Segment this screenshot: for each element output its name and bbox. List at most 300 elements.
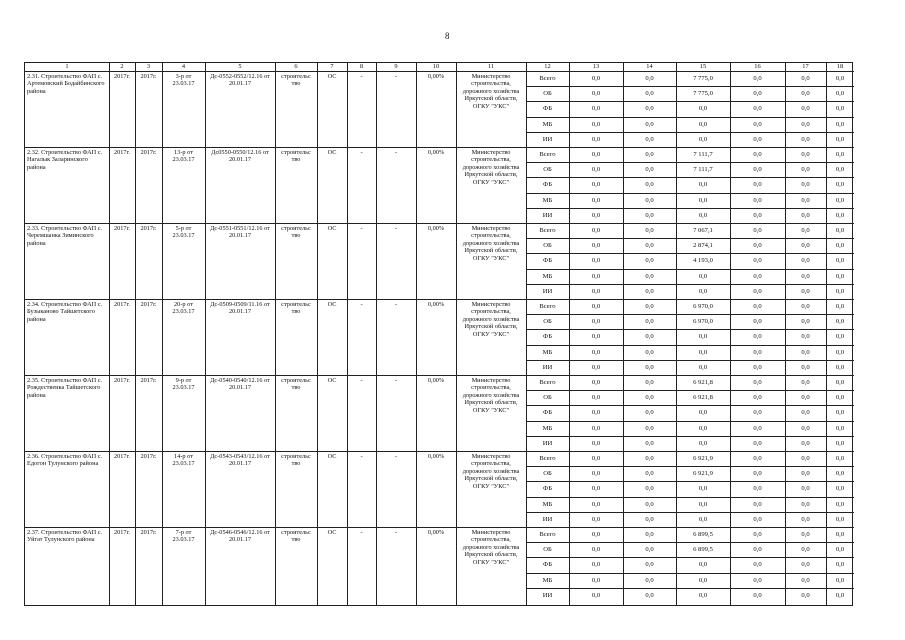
funding-value: 0,0 (645, 181, 654, 189)
funding-value: 0,0 (835, 470, 845, 478)
funding-value: 6 899,5 (693, 546, 713, 554)
col8-value: - (360, 225, 363, 232)
funding-value: 0,0 (591, 303, 601, 310)
source-type-label: Всего (539, 455, 556, 462)
funding-value: 0,0 (591, 257, 601, 265)
funding-value: 0,0 (645, 318, 654, 326)
order-ref: 5-р от 23.03.17 (172, 225, 195, 240)
funding-value: 0,0 (801, 166, 810, 174)
funding-value: 0,0 (753, 151, 762, 158)
funding-value: 0,0 (645, 409, 654, 417)
source-type-label: ФБ (543, 561, 552, 569)
funding-value: 0,0 (591, 409, 601, 417)
funding-value: 0,0 (591, 470, 601, 478)
funding-value: 0,0 (645, 105, 654, 113)
funding-value: 0,0 (698, 576, 708, 584)
funding-value: 0,0 (698, 181, 708, 189)
customer-name: Министерство строительства, дорожного хозяйства Иркутской области, ОГКУ "УКС" (462, 377, 520, 414)
funding-value: 0,0 (753, 333, 762, 341)
source-type-label: ОБ (543, 242, 552, 250)
source-type-label: ОБ (543, 394, 552, 402)
funding-value: 0,0 (645, 333, 654, 341)
funding-value: 0,0 (591, 394, 601, 402)
funding-value: 0,0 (591, 455, 601, 462)
funding-value: 6 970,0 (693, 303, 713, 310)
funding-value: 0,0 (835, 531, 845, 538)
funding-value: 7 111,7 (693, 166, 713, 174)
source-type-label: ИИ (542, 591, 553, 599)
start-year: 2017г. (113, 453, 131, 460)
funding-value: 0,0 (645, 394, 654, 402)
end-year: 2017г. (140, 301, 157, 308)
funding-value: 0,0 (753, 470, 762, 478)
funding-value: 0,0 (835, 287, 845, 295)
column-header-11: 11 (487, 63, 495, 70)
col9-value: - (394, 301, 398, 308)
funding-value: 0,0 (645, 546, 654, 554)
source-type-label: МБ (542, 348, 553, 356)
funding-value: 0,0 (835, 318, 845, 326)
funding-value: 0,0 (753, 166, 762, 174)
funding-value: 0,0 (698, 363, 708, 371)
funding-value: 0,0 (753, 576, 762, 584)
source-type-label: ОБ (543, 546, 552, 554)
funding-value: 0,0 (753, 211, 762, 219)
col8-value: - (360, 149, 363, 156)
end-year: 2017г. (140, 149, 157, 156)
funding-value: 0,0 (645, 135, 654, 143)
funding-value: 0,0 (801, 75, 810, 82)
funding-value: 0,0 (698, 348, 708, 356)
funding-value: 0,0 (835, 379, 845, 386)
funding-value: 0,0 (698, 287, 708, 295)
funding-value: 0,0 (801, 500, 810, 508)
funding-value: 0,0 (753, 318, 762, 326)
funding-value: 0,0 (801, 470, 810, 478)
column-header-10: 10 (432, 63, 440, 70)
funding-value: 0,0 (835, 363, 845, 371)
funding-value: 0,0 (591, 196, 601, 204)
column-header-18: 18 (836, 63, 844, 70)
contract-ref: Дс-0552-0552/12.16 от 20.01.17 (210, 73, 270, 88)
funding-value: 0,0 (698, 120, 708, 128)
customer-name: Министерство строительства, дорожного хозяйства Иркутской области, ОГКУ "УКС" (462, 225, 520, 262)
funding-value: 0,0 (801, 561, 810, 569)
source-type-label: ОБ (543, 90, 552, 98)
funding-value: 0,0 (801, 348, 810, 356)
funding-value: 0,0 (801, 287, 810, 295)
start-year: 2017г. (113, 301, 131, 308)
funding-value: 0,0 (801, 196, 810, 204)
funding-value: 0,0 (698, 500, 708, 508)
funding-value: 0,0 (753, 591, 762, 599)
funding-value: 0,0 (591, 151, 601, 158)
funding-value: 0,0 (645, 424, 654, 432)
funding-value: 0,0 (591, 105, 601, 113)
column-header-1: 1 (65, 63, 69, 70)
funding-value: 0,0 (835, 333, 845, 341)
funding-value: 0,0 (835, 166, 845, 174)
source-type-label: МБ (542, 424, 553, 432)
contract-ref: Дс-0540-0540/12.16 от 20.01.17 (210, 377, 270, 392)
funding-value: 0,0 (591, 242, 601, 250)
source-code: ОС (327, 149, 337, 156)
end-year: 2017г. (140, 453, 157, 460)
column-header-3: 3 (146, 63, 151, 70)
funding-value: 0,0 (698, 591, 708, 599)
funding-value: 0,0 (753, 303, 762, 310)
funding-value: 0,0 (591, 135, 601, 143)
funding-value: 2 874,1 (693, 242, 713, 250)
funding-value: 0,0 (591, 287, 601, 295)
end-year: 2017г. (140, 73, 157, 80)
funding-value: 0,0 (753, 500, 762, 508)
project-name: 2.37. Строительство ФАП с. Уйгат Тулунского района (27, 529, 103, 544)
col9-value: - (394, 453, 398, 460)
contract-ref: Дс-0551-0551/12.16 от 20.01.17 (210, 225, 270, 240)
funding-value: 0,0 (835, 424, 845, 432)
start-year: 2017г. (113, 529, 131, 536)
completion-percent: 0,00% (427, 377, 445, 384)
column-header-12: 12 (544, 63, 551, 70)
funding-value: 0,0 (835, 303, 845, 310)
funding-value: 0,0 (801, 531, 810, 538)
funding-value: 0,0 (753, 424, 762, 432)
funding-value: 0,0 (645, 227, 654, 234)
funding-value: 0,0 (801, 120, 810, 128)
funding-value: 0,0 (753, 242, 762, 250)
funding-value: 0,0 (591, 75, 601, 82)
funding-value: 0,0 (698, 333, 708, 341)
funding-value: 0,0 (591, 500, 601, 508)
funding-value: 0,0 (835, 90, 845, 98)
funding-value: 0,0 (698, 485, 708, 493)
column-header-4: 4 (181, 63, 186, 70)
funding-value: 0,0 (801, 303, 810, 310)
funding-value: 0,0 (801, 242, 810, 250)
funding-value: 0,0 (801, 181, 810, 189)
source-type-label: Всего (539, 151, 556, 158)
source-type-label: ФБ (543, 181, 552, 189)
funding-value: 0,0 (645, 531, 654, 538)
funding-value: 0,0 (645, 303, 654, 310)
funding-value: 6 899,5 (693, 531, 713, 538)
column-header-15: 15 (699, 63, 707, 70)
funding-value: 0,0 (835, 500, 845, 508)
funding-value: 0,0 (645, 90, 654, 98)
project-name: 2.35. Строительство ФАП с. Рождественка Тайшетского района (27, 377, 103, 399)
funding-value: 0,0 (645, 348, 654, 356)
funding-value: 0,0 (835, 181, 845, 189)
funding-value: 0,0 (645, 561, 654, 569)
source-code: ОС (327, 529, 337, 536)
column-header-2: 2 (120, 63, 124, 70)
funding-value: 0,0 (835, 515, 845, 523)
funding-value: 0,0 (645, 257, 654, 265)
funding-value: 0,0 (591, 363, 601, 371)
source-code: ОС (327, 453, 337, 460)
customer-name: Министерство строительства, дорожного хозяйства Иркутской области, ОГКУ "УКС" (462, 149, 520, 186)
completion-percent: 0,00% (427, 529, 445, 536)
funding-value: 0,0 (591, 439, 601, 447)
column-header-7: 7 (330, 63, 334, 70)
source-type-label: ИИ (542, 515, 553, 523)
funding-value: 0,0 (591, 546, 601, 554)
funding-value: 0,0 (698, 515, 708, 523)
funding-value: 0,0 (591, 90, 601, 98)
funding-value: 0,0 (835, 257, 845, 265)
order-ref: 3-р от 23.03.17 (172, 73, 195, 88)
project-name: 2.33. Строительство ФАП с. Черемшанка Зиминского района (27, 225, 103, 247)
col9-value: - (394, 529, 398, 536)
funding-value: 6 921,9 (693, 470, 713, 478)
funding-value: 0,0 (801, 318, 810, 326)
funding-value: 0,0 (698, 409, 708, 417)
completion-percent: 0,00% (427, 301, 445, 308)
col9-value: - (394, 377, 398, 384)
funding-value: 0,0 (801, 409, 810, 417)
funding-value: 4 193,0 (693, 257, 713, 265)
funding-value: 6 970,0 (693, 318, 713, 326)
funding-value: 0,0 (835, 576, 845, 584)
funding-value: 0,0 (835, 135, 845, 143)
col8-value: - (360, 301, 363, 308)
funding-value: 0,0 (801, 515, 810, 523)
funding-value: 7 111,7 (693, 151, 713, 158)
completion-percent: 0,00% (427, 453, 445, 460)
funding-value: 0,0 (645, 242, 654, 250)
funding-value: 0,0 (753, 409, 762, 417)
column-header-16: 16 (754, 63, 761, 70)
work-type: строительс тво (281, 149, 311, 164)
funding-value: 0,0 (698, 105, 708, 113)
funding-value: 0,0 (801, 257, 810, 265)
funding-value: 0,0 (835, 439, 845, 447)
funding-value: 0,0 (801, 151, 810, 158)
source-code: ОС (327, 73, 337, 80)
work-type: строительс тво (281, 453, 311, 468)
col9-value: - (394, 149, 398, 156)
funding-value: 7 067,1 (693, 227, 713, 234)
end-year: 2017г. (140, 529, 157, 536)
funding-value: 6 921,8 (693, 394, 713, 402)
col8-value: - (360, 73, 363, 80)
funding-value: 0,0 (801, 379, 810, 386)
source-code: ОС (327, 301, 337, 308)
funding-value: 7 775,0 (693, 75, 713, 82)
funding-value: 0,0 (835, 196, 845, 204)
source-type-label: МБ (542, 500, 553, 508)
funding-value: 0,0 (753, 105, 762, 113)
funding-value: 0,0 (835, 151, 845, 158)
funding-value: 0,0 (801, 105, 810, 113)
work-type: строительс тво (281, 377, 311, 392)
funding-value: 0,0 (835, 75, 845, 82)
funding-value: 0,0 (591, 576, 601, 584)
funding-value: 0,0 (835, 242, 845, 250)
funding-value: 0,0 (591, 120, 601, 128)
funding-value: 0,0 (698, 272, 708, 280)
source-code: ОС (327, 377, 337, 384)
funding-value: 0,0 (591, 166, 601, 174)
page-number: 8 (445, 31, 450, 41)
funding-value: 0,0 (753, 515, 762, 523)
funding-value: 0,0 (753, 546, 762, 554)
funding-value: 0,0 (753, 227, 762, 234)
funding-value: 0,0 (591, 333, 601, 341)
start-year: 2017г. (113, 149, 131, 156)
funding-value: 0,0 (835, 485, 845, 493)
funding-value: 0,0 (645, 591, 654, 599)
funding-value: 0,0 (698, 439, 708, 447)
source-type-label: МБ (542, 120, 553, 128)
funding-value: 0,0 (753, 135, 762, 143)
funding-value: 0,0 (591, 561, 601, 569)
funding-value: 0,0 (753, 561, 762, 569)
source-type-label: Всего (539, 227, 556, 234)
start-year: 2017г. (113, 377, 131, 384)
source-type-label: МБ (542, 196, 553, 204)
completion-percent: 0,00% (427, 225, 445, 232)
funding-value: 0,0 (835, 348, 845, 356)
funding-value: 0,0 (591, 424, 601, 432)
funding-value: 0,0 (645, 196, 654, 204)
source-type-label: ИИ (542, 363, 553, 371)
source-type-label: ФБ (543, 409, 552, 417)
source-type-label: ИИ (542, 287, 553, 295)
funding-value: 0,0 (801, 211, 810, 219)
funding-value: 0,0 (835, 211, 845, 219)
order-ref: 13-р от 23.03.17 (172, 149, 195, 164)
funding-value: 6 921,9 (693, 455, 713, 462)
funding-value: 0,0 (753, 394, 762, 402)
customer-name: Министерство строительства, дорожного хозяйства Иркутской области, ОГКУ "УКС" (462, 529, 520, 566)
funding-value: 0,0 (835, 455, 845, 462)
funding-value: 0,0 (801, 333, 810, 341)
funding-value: 0,0 (753, 439, 762, 447)
project-name: 2.32. Строительство ФАП с. Нагалык Заларинского района (27, 149, 103, 171)
funding-value: 0,0 (801, 363, 810, 371)
completion-percent: 0,00% (427, 73, 445, 80)
funding-value: 0,0 (645, 75, 654, 82)
source-type-label: Всего (539, 379, 556, 386)
source-type-label: ФБ (543, 485, 552, 493)
funding-value: 0,0 (698, 424, 708, 432)
column-header-8: 8 (359, 63, 364, 70)
source-type-label: МБ (542, 272, 553, 280)
funding-value: 0,0 (698, 561, 708, 569)
completion-percent: 0,00% (427, 149, 445, 156)
column-header-17: 17 (802, 63, 809, 70)
funding-value: 0,0 (698, 196, 708, 204)
contract-ref: Дс-0509-0509/11.16 от 20.01.17 (210, 301, 270, 316)
source-type-label: ОБ (543, 318, 552, 326)
funding-value: 0,0 (645, 515, 654, 523)
funding-value: 0,0 (801, 576, 810, 584)
customer-name: Министерство строительства, дорожного хозяйства Иркутской области, ОГКУ "УКС" (462, 301, 520, 338)
funding-value: 0,0 (801, 455, 810, 462)
funding-value: 0,0 (591, 348, 601, 356)
funding-value: 0,0 (801, 90, 810, 98)
funding-value: 0,0 (753, 181, 762, 189)
source-type-label: Всего (539, 303, 556, 310)
funding-value: 0,0 (645, 211, 654, 219)
col8-value: - (360, 453, 363, 460)
column-header-9: 9 (394, 63, 398, 70)
funding-value: 0,0 (591, 591, 601, 599)
order-ref: 7-р от 23.03.17 (172, 529, 195, 544)
customer-name: Министерство строительства, дорожного хозяйства Иркутской области, ОГКУ "УКС" (462, 453, 520, 490)
funding-value: 0,0 (801, 394, 810, 402)
funding-value: 7 775,0 (693, 90, 713, 98)
source-type-label: ОБ (543, 166, 552, 174)
col8-value: - (360, 377, 363, 384)
end-year: 2017г. (140, 377, 157, 384)
funding-value: 0,0 (753, 348, 762, 356)
funding-value: 0,0 (835, 394, 845, 402)
source-type-label: ИИ (542, 439, 553, 447)
funding-value: 0,0 (591, 272, 601, 280)
order-ref: 9-р от 23.03.17 (172, 377, 195, 392)
funding-value: 0,0 (591, 515, 601, 523)
work-type: строительс тво (281, 301, 311, 316)
funding-value: 0,0 (591, 485, 601, 493)
col9-value: - (394, 225, 398, 232)
col8-value: - (360, 529, 363, 536)
funding-value: 0,0 (801, 591, 810, 599)
funding-value: 0,0 (645, 166, 654, 174)
funding-value: 0,0 (753, 379, 762, 386)
funding-value: 0,0 (801, 439, 810, 447)
funding-value: 0,0 (591, 211, 601, 219)
project-name: 2.36. Строительство ФАП с. Едогон Тулунского района (27, 453, 103, 468)
source-type-label: ФБ (543, 333, 552, 341)
funding-value: 0,0 (835, 409, 845, 417)
source-type-label: ФБ (543, 257, 552, 265)
funding-value: 0,0 (753, 90, 762, 98)
source-type-label: Всего (539, 531, 556, 538)
order-ref: 14-р от 23.03.17 (172, 453, 195, 468)
funding-value: 0,0 (801, 546, 810, 554)
source-type-label: ОБ (543, 470, 552, 478)
funding-value: 0,0 (835, 227, 845, 234)
source-code: ОС (327, 225, 337, 232)
customer-name: Министерство строительства, дорожного хозяйства Иркутской области, ОГКУ "УКС" (462, 73, 520, 110)
funding-value: 0,0 (698, 135, 708, 143)
column-header-6: 6 (294, 63, 298, 70)
funding-value: 0,0 (753, 257, 762, 265)
start-year: 2017г. (113, 73, 131, 80)
funding-value: 0,0 (591, 318, 601, 326)
funding-value: 0,0 (645, 455, 654, 462)
funding-value: 0,0 (835, 546, 845, 554)
funding-value: 0,0 (753, 120, 762, 128)
column-header-14: 14 (646, 63, 653, 70)
funding-value: 0,0 (645, 151, 654, 158)
funding-value: 0,0 (753, 196, 762, 204)
funding-value: 0,0 (645, 120, 654, 128)
funding-value: 0,0 (753, 363, 762, 371)
funding-value: 0,0 (645, 576, 654, 584)
funding-value: 0,0 (801, 227, 810, 234)
funding-value: 0,0 (835, 561, 845, 569)
source-type-label: Всего (539, 75, 556, 82)
funding-value: 0,0 (645, 439, 654, 447)
source-type-label: МБ (542, 576, 553, 584)
funding-value: 0,0 (645, 287, 654, 295)
col9-value: - (394, 73, 398, 80)
funding-value: 0,0 (645, 363, 654, 371)
